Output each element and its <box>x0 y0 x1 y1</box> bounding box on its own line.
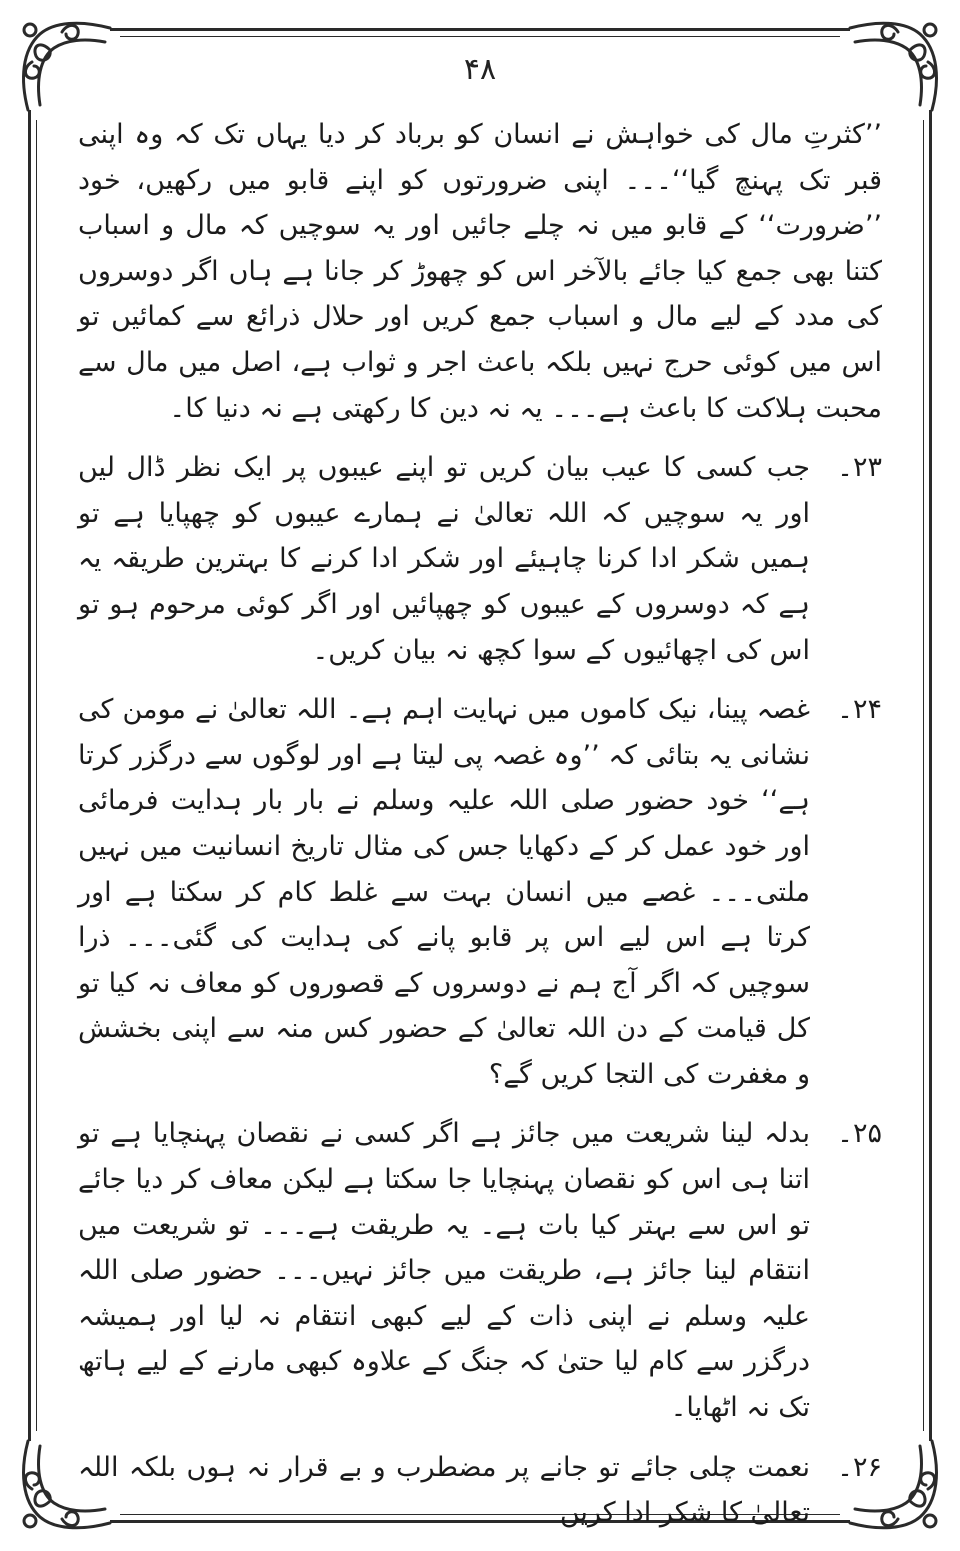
border-line-left <box>28 110 31 1441</box>
border-line-top-inner <box>120 36 840 37</box>
item-text: غصہ پینا، نیک کاموں میں نہایت اہم ہے۔ اللہ تعالیٰ نے مومن کی نشانی یہ بتائی کہ ’’وہ غصہ پی لیتا ہے اور لوگوں سے درگزر کرتا ہے‘‘ خود حضور صلی اللہ علیہ وسلم نے بار بار ہدایت فرمائی اور خود عمل کر کے دکھایا جس کی مثال تاریخ انسانیت میں نہیں ملتی۔۔۔ غصے میں انسان بہت سے غلط کام کر سکتا ہے اور کرتا ہے اس لیے اس پر قابو پانے کی ہدایت کی گئی۔۔۔ ذرا سوچیں کہ اگر آج ہم نے دوسروں کے قصوروں کو معاف نہ کیا تو کل قیامت کے دن اللہ تعالیٰ کے حضور کس منہ سے اپنی بخشش و مغفرت کی التجا کریں گے؟ <box>78 694 810 1090</box>
border-line-top <box>110 28 850 31</box>
list-item-23 <box>78 445 882 673</box>
item-text: جب کسی کا عیب بیان کریں تو اپنے عیبوں پر ایک نظر ڈال لیں اور یہ سوچیں کہ اللہ تعالیٰ نے ہمارے عیبوں کو چھپایا ہے تو ہمیں شکر ادا کرنا چاہیئے اور شکر ادا کرنے کا بہترین طریقہ یہ ہے کہ دوسروں کے عیبوں کو چھپائیں اور اگر کوئی مرحوم ہو تو اس کی اچھائیوں کے سوا کچھ نہ بیان کریں۔ <box>78 452 810 666</box>
item-text: بدلہ لینا شریعت میں جائز ہے اگر کسی نے نقصان پہنچایا ہے تو اتنا ہی اس کو نقصان پہنچایا جا سکتا ہے لیکن معاف کر دیا جائے تو اس سے بہتر کیا بات ہے۔ یہ طریقت ہے۔۔۔ تو شریعت میں انتقام لینا جائز ہے، طریقت میں جائز نہیں۔۔۔ حضور صلی اللہ علیہ وسلم نے اپنی ذات کے لیے کبھی انتقام نہ لیا اور ہمیشہ درگزر سے کام لیا حتیٰ کہ جنگ کے علاوہ کبھی مارنے کے لیے ہاتھ تک نہ اٹھایا۔ <box>78 1118 810 1424</box>
border-line-right-inner <box>923 120 924 1431</box>
list-item-26 <box>78 1445 882 1536</box>
item-number: ۲۶۔ <box>837 1451 882 1483</box>
continued-paragraph: ’’کثرتِ مال کی خواہش نے انسان کو برباد کر دیا یہاں تک کہ وہ اپنی قبر تک پہنچ گیا‘‘۔۔۔ اپنی ضرورتوں کو اپنے قابو میں رکھیں، خود ’’ضرورت‘‘ کے قابو میں نہ چلے جائیں اور یہ سوچیں کہ مال و اسباب کتنا بھی جمع کیا جائے بالآخر اس کو چھوڑ کر جانا ہے ہاں اگر دوسروں کی مدد کے لیے مال و اسباب جمع کریں اور حلال ذرائع سے کمائیں تو اس میں کوئی حرج نہیں بلکہ باعث اجر و ثواب ہے، اصل میں مال سے محبت ہلاکت کا باعث ہے۔۔۔ یہ نہ دین کا رکھتی ہے نہ دنیا کا۔ <box>78 119 882 424</box>
item-text: نعمت چلی جائے تو جانے پر مضطرب و بے قرار نہ ہوں بلکہ اللہ تعالیٰ کا شکر ادا کریں <box>78 1451 810 1529</box>
item-number: ۲۴۔ <box>837 694 882 726</box>
item-number: ۲۳۔ <box>837 452 882 484</box>
list-item-25 <box>78 1111 882 1430</box>
list-item-24 <box>78 687 882 1097</box>
page-number: ۴۸ <box>463 52 497 87</box>
page-content <box>78 112 882 1550</box>
border-line-left-inner <box>36 120 37 1431</box>
item-number: ۲۵۔ <box>837 1118 882 1150</box>
border-line-right <box>929 110 932 1441</box>
